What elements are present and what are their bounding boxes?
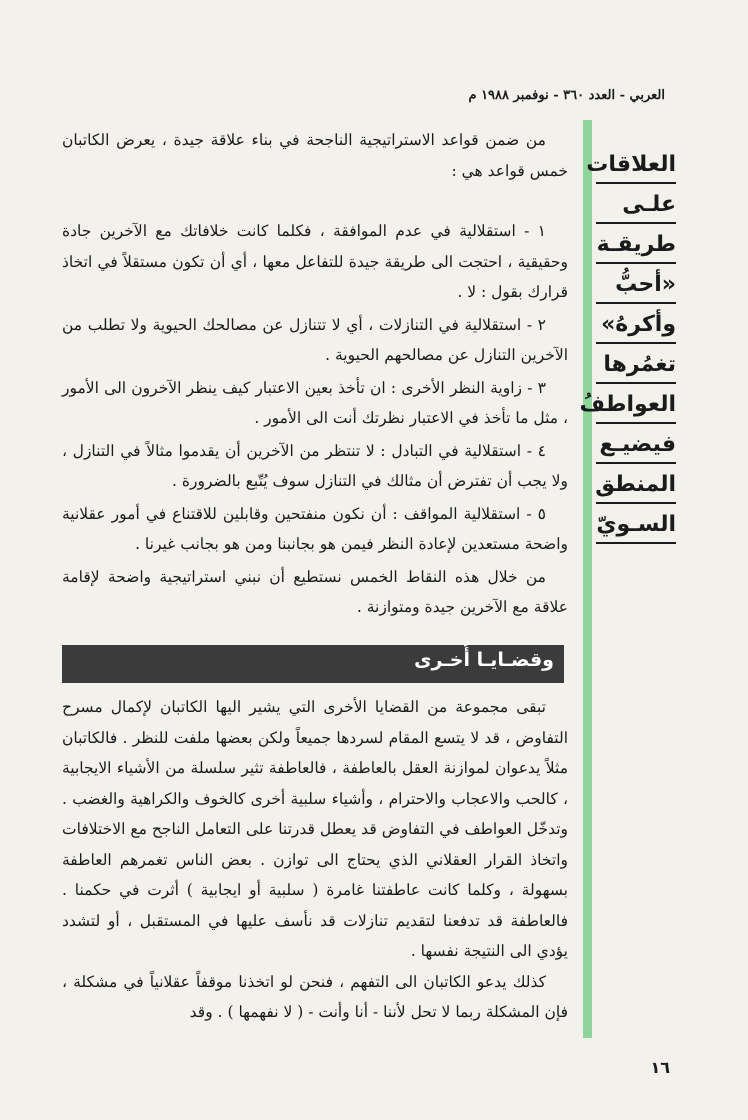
sidebar-title-line: المنطق [596, 468, 676, 504]
sidebar-title-line: علـى [596, 188, 676, 224]
section-heading: وقضـايـا أُخـرى [414, 649, 554, 671]
rule-item: ٥ - استقلالية المواقف : أن نكون منفتحين وقابلين للاقتناع في أمور عقلانية واضحة مستعدين لإعادة النظر فيمن هو بجانبنا ومن هو بجانب غيرنا . [62, 504, 568, 553]
intro-paragraph: من ضمن قواعد الاستراتيجية الناجحة في بناء علاقة جيدة ، يعرض الكاتبان خمس قواعد هي : [62, 131, 568, 180]
rule-item: ٣ - زاوية النظر الأخرى : ان تأخذ بعين الاعتبار كيف ينظر الآخرون الى الأمور ، مثل ما تأخذ في الاعتبار نظرتك أنت الى الأمور . [62, 378, 568, 427]
running-head: العربي - العدد ٣٦٠ - نوفمبر ١٩٨٨ م [468, 88, 665, 103]
sidebar-title-line: طريقـة [596, 228, 676, 264]
section-body [62, 692, 568, 1052]
rule-item: ٢ - استقلالية في التنازلات ، أي لا تتنازل عن مصالحك الحيوية ولا تطلب من الآخرين التنازل عن مصالحهم الحيوية . [62, 315, 568, 364]
rule-item: ٤ - استقلالية في التبادل : لا تنتظر من الآخرين أن يقدموا مثالاً في التنازل ، ولا يجب أن تفترض أن مثالك في التنازل سوف يُتّبع بالضرورة . [62, 441, 568, 490]
sidebar-title [579, 148, 676, 537]
section-paragraph: كذلك يدعو الكاتبان الى التفهم ، فنحن لو اتخذنا موقفاً عقلانياً في مشكلة ، فإن المشكلة ربما لا تحل لأننا - أنا وأنت - ( لا نفهمها ) . وقد [62, 972, 568, 1021]
sidebar-title-line: تغمُرها [596, 348, 676, 384]
conclusion-paragraph: من خلال هذه النقاط الخمس نستطيع أن نبني استراتيجية واضحة لإقامة علاقة مع الآخرين جيدة ومتوازنة . [62, 567, 568, 616]
sidebar-title-line: العواطفُ [596, 388, 676, 424]
accent-rule [583, 120, 592, 1038]
section-paragraph: تبقى مجموعة من القضايا الأخرى التي يشير اليها الكاتبان لإكمال مسرح التفاوض ، قد لا يتسع المقام لسردها جميعاً ولكن بعضها ملفت للنظر . فالكاتبان مثلاً يدعوان لموازنة العقل بالعاطفة ، فالعاطفة تثير سلسلة من الأشياء الايجابية ، كالحب والاعجاب والاحترام ، وأشياء سلبية أخرى كالخوف والكراهية والغضب . وتدخّل العواطف في التفاوض قد يعطل قدرتنا على التعامل الناجح مع الاختلافات واتخاذ القرار العقلاني الذي يحتاج الى توازن . بعض الناس تغمرهم العاطفة بسهولة ، وكلما كانت عاطفتنا غامرة ( سلبية أو ايجابية ) أثرت في حكمنا . فالعاطفة قد تدفعنا لتقديم تنازلات قد نأسف عليها في المستقبل ، أو لتشدد يؤدي الى النتيجة نفسها . [62, 698, 569, 960]
sidebar-title-line: وأكرهُ» [596, 308, 676, 344]
sidebar-title-line: السـويّ [596, 508, 676, 544]
rule-item: ١ - استقلالية في عدم الموافقة ، فكلما كانت خلافاتك مع الآخرين جادة وحقيقية ، احتجت الى طريقة جيدة للتفاعل معها ، أي أن تكون مستقلاً في اتخاذ قرارك بقول : لا . [62, 222, 568, 301]
sidebar-title-line: العلاقات [596, 148, 676, 184]
sidebar-title-line: فيضيـع [596, 428, 676, 464]
page-number: ١٦ [650, 1058, 670, 1077]
sidebar-title-line: «أحبُّ [596, 268, 676, 304]
section-heading-bar [62, 645, 564, 683]
